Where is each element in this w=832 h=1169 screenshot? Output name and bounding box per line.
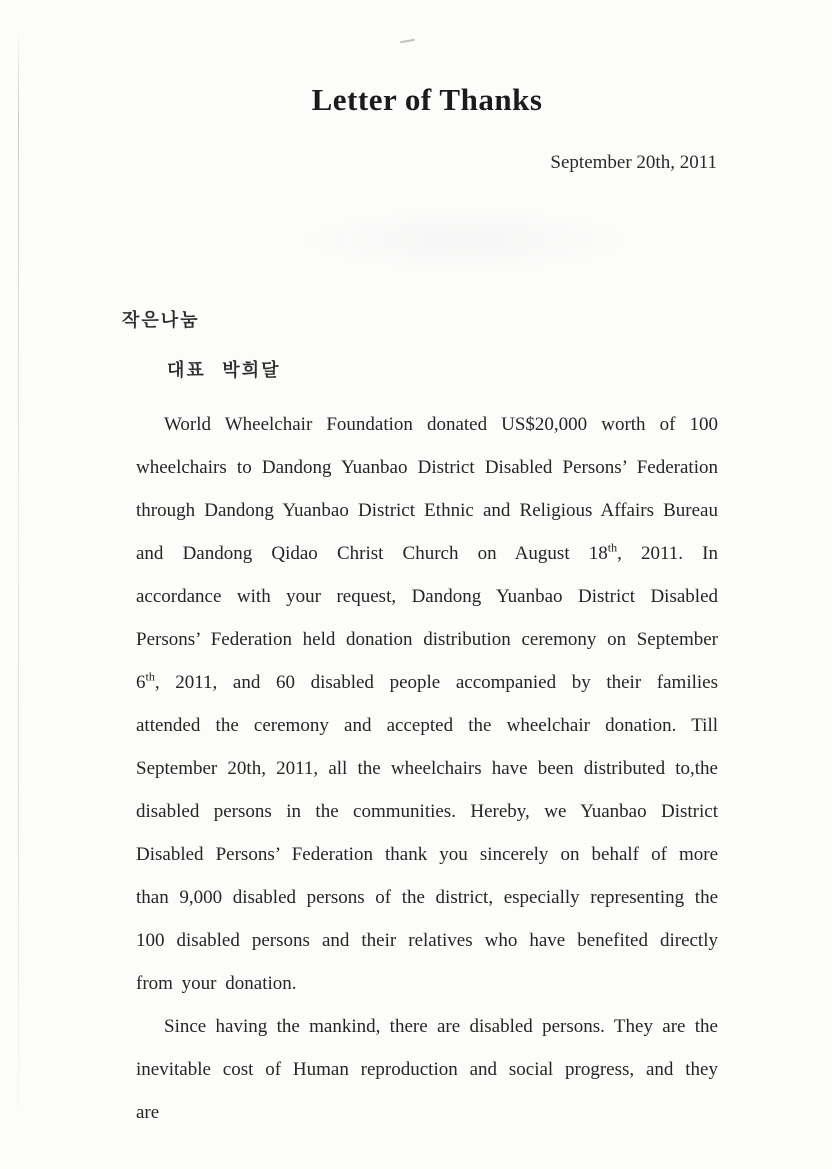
- scan-artifact-mark: [400, 39, 415, 44]
- recipient-org-name: 작은나눔: [122, 310, 200, 331]
- scan-artifact-vertical-line: [18, 28, 19, 1113]
- letter-title: Letter of Thanks: [311, 82, 543, 117]
- letter-date: September 20th, 2011: [550, 152, 717, 173]
- recipient-representative-name: 대표 박희달: [167, 360, 281, 381]
- body-paragraph-1: World Wheelchair Foundation donated US$20,000 worth of 100 wheelchairs to Dandong Yuanbao District Disabled Persons’ Federation through Dandong Yuanbao District Ethnic and Religious Affairs Bureau and Dandong Qidao Christ Church on August 18th, 2011. In accordance with your request, Dandong Yuanbao District Disabled Persons’ Federation held donation distribution ceremony on September 6th, 2011, and 60 disabled people accompanied by their families attended the ceremony and accepted the wheelchair donation. Till September 20th, 2011, all the wheelchairs have been distributed to,the disabled persons in the communities. Hereby, we Yuanbao District Disabled Persons’ Federation thank you sincerely on behalf of more than 9,000 disabled persons of the district, especially representing the 100 disabled persons and their relatives who have benefited directly from your donation.: [136, 414, 718, 994]
- letter-body: [136, 403, 718, 1134]
- scan-artifact-smudge: [300, 210, 630, 270]
- body-paragraph-2: Since having the mankind, there are disabled persons. They are the inevitable cost of Human reproduction and social progress, and they are: [136, 1016, 718, 1123]
